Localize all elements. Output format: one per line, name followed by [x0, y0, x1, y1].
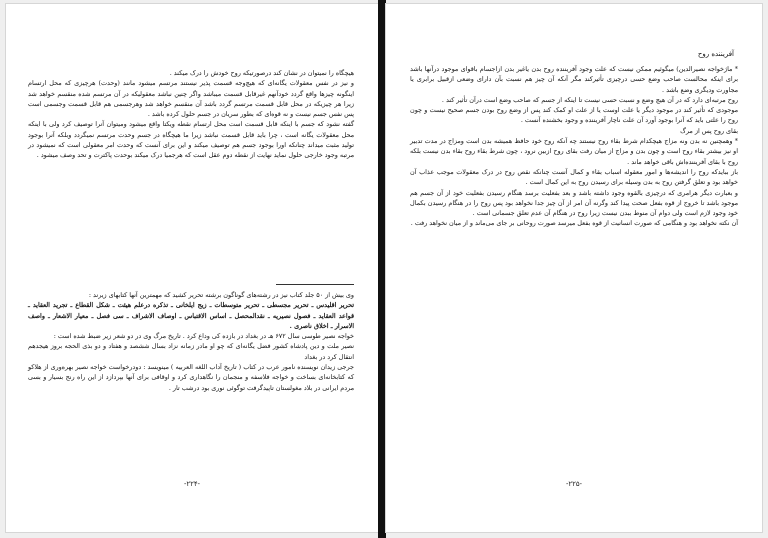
paragraph: هیچگاه را نمیتوان در نشان کند درصورتیکه روح خودش را درک میکند .: [169, 69, 354, 77]
page-number-right: -۲۲۵-: [565, 480, 582, 488]
paragraph: گفته نشود که جسم با اینکه قابل قسمت است محل ارتسام نقطه ویکتا واقع میشود ومیتوان آنرا توصیف کرد ولی با اینکه محل معقولات یگانه است ، چرا باید قابل قسمت نباشد زیرا ما هیچگاه در جسم وحدت مرتسم نمیگردد وبلکه آنرا بوجود تولید مثبت میداند چنانکه اورا بوجود جسم هم توصیف میکند و این برای آنست که وحدت امر معقولی است که نمیشود در مرتبه وجود خارجی حلول نماید نهایت از نقطه دوم عقل است که هرجمیا درک میکند بوحدت پاکترت و تحد وصف میشود .: [28, 120, 354, 160]
section-heading: آفریننده روح: [697, 50, 734, 58]
right-page: [386, 4, 762, 532]
paragraph: موجودی که تأثیر کند در موجود دیگر یا علت اوست یا از علت او کمک کند پس از وضع روح بودن جسم صحیح نیست و چون روح را علتی باید که آنرا بوجود آورد آن علت ناچار آفریننده و وجود بخشنده آنست .: [410, 106, 738, 125]
left-body-text: [28, 68, 354, 161]
paragraph: و بعبارت دیگر هرامری که درچیزی بالقوه وجود داشته باشد و بعد بفعلیت برسد هنگام رسیدن بفعلیت خود از آن جسم هم موجود باشد تا خروج از قوه بفعل صحت پیدا کند وگرنه آن امر از آن چیز جدا نخواهد بود پس روح را در هنگام رسیدن بکمال خود وجود لازم است ولی دوام آن منوط ببدن نیست زیرا روح در هنگام آن عدم تعلق جسمانی است .: [410, 188, 738, 218]
footnote-poem: نصیر ملت و دین پادشاه کشور فضل یگانه‌ای که چو او مادر زمانه نزاد بسال ششصد و هفتاد و دو بذی الحجه بروز هیجدهم انتقال کرد در بغداد: [28, 342, 354, 361]
footnote-book-list: تحریر اقلیدس ـ تحریر مجسطی ـ تحریر متوسطات ـ زیج ایلخانی ـ تذکره درعلم هیئت ـ شکل القطاع ـ تجرید العقاید ـ قواعد العقاید ـ فصول نصیریه ـ نقدالمحصل ـ اساس الاقتباس ـ اوصاف الاشراف ـ سی فصل ـ معیار الاشعار ـ واصف الاسرار ـ اخلاق ناصری .: [28, 301, 354, 330]
paragraph: * وهمچنین نه بدن ونه مزاج هیچکدام شرط بقاء روح نیستند چه آنکه روح خود حافظ همیشه بدن است ومزاج در مدت تدبیر او نیز بیشتر بقاء روح است و چون بدن و مزاج از میان رفت بقای روح ازبین نرود ، چون شرط بقاء روح بقاء بدن نیست بلکه روح با بقای آفریننده‌اش باقی خواهد ماند .: [410, 137, 738, 166]
paragraph: و نیز در نفس معقولات یگانه‌ای که هیچ‌وجه قسمت پذیر نیستند مرتسم میشود مانند (وحدت) هرچیزی که محل ارتسام اینگونه چیزها واقع گردد خودآنهم غیرقابل قسمت میباشد واگر چنین نباشد معقولیکه در آن مرتسم شده منقسم خواهد شد زیرا هر چیزیکه در محل قابل قسمت مرتسم گردد باشد آن منقسم خواهد شد وهرجسمی هم قابل قسمت وجسمی است پس نفس جسم نیست و نه قوه‌ای که بطور سریان در جسم حلول کرده باشد .: [28, 79, 354, 119]
book-gutter: [378, 0, 386, 538]
paragraph: آن نکته نخواهد بود و هنگامی که صورت انسانیت از قوه بفعل میرسد صورت روحانی بر جای می‌ماند و از میان نخواهد رفت .: [410, 219, 738, 228]
footnote: [28, 290, 354, 393]
footnote-paragraph: وی بیش از ۵۰ جلد کتاب نیز در رشته‌های گوناگون برشته تحریر کشید که مهمترین آنها کتابهای زیرند :: [88, 291, 354, 299]
footnote-paragraph: جرجی زیدان نویسنده نامور عرب در کتاب ( تاریخ آداب اللغه العربیه ) مینویسد : دودرخواست خواجه نصیر بهره‌وری از هلاکو که کتابخانه‌ای بساخت و خواجه فلاسفه و منجمان را نگاهداری کرد و اوقافی برای آنها بپردازد از این راه رنج بسیار و بسی مردم ایرانی در بلاد مغولستان تاپیدگرفت توگوئی نوری بود درشب تار .: [28, 363, 354, 392]
paragraph: * ماژخواجه نصیرالدین) میگوئیم ممکن نیست که علت وجود آفریننده روح بدن یاغیر بدن ازاجسام باقوای موجود درآنها باشد برای اینکه محالست صاحب وضع حسی درچیزی تأثیرکند مگر آنکه آن چیز هم نسبت بآن دارای وضعی ازقبیل برابری یا مجاورت ودیگری وضع باشد .: [410, 65, 738, 94]
paragraph: روح مرتبه‌ای دارد که در آن هیچ وضع و نسبت حسی نیست تا اینکه از جسم که صاحب وضع است درآن تأثیر کند .: [441, 95, 738, 104]
subsection-heading: بقای روح پس از مرگ: [680, 126, 738, 135]
footnote-divider: [276, 284, 354, 285]
paragraph: باز ببایدکه روح را اندیشه‌ها و امور معقوله اسباب بقاء و کمال آنست چنانکه نقص روح در درک معقولات موجب عذاب آن خواهد بود و تعلق گرفتن روح به بدن وسیله برای رسیدن روح به این کمال است .: [410, 167, 738, 187]
left-page: [6, 4, 378, 532]
footnote-paragraph: خواجه نصیر طوسی سال ۶۷۲ هـ در بغداد در بازده کی وداع کرد . تاریخ مرگ وی در دو شعر زیر ضبط شده است :: [53, 332, 354, 341]
right-body-text: [410, 64, 738, 229]
page-number-left: -۲۲۴-: [183, 480, 200, 488]
